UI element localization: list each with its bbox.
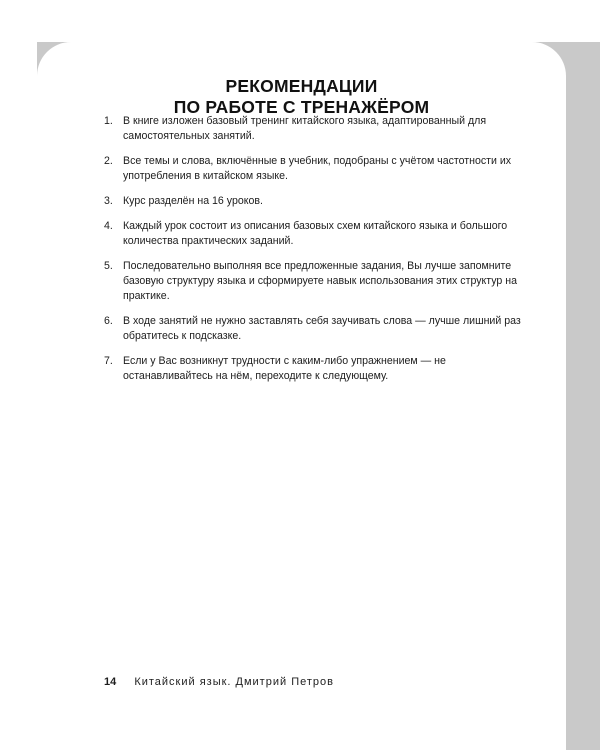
list-item-number: 3. — [104, 195, 113, 207]
title-line-1: РЕКОМЕНДАЦИИ — [225, 75, 378, 96]
list-item-text: В ходе занятий не нужно заставлять себя заучивать слова — лучше лишний раз обратитесь к подсказке. — [123, 315, 521, 342]
list-item — [104, 154, 522, 184]
list-item-text: Если у Вас возникнут трудности с каким-либо упражнением — не останавливайтесь на нём, переходите к следующему. — [123, 355, 446, 382]
list-item-number: 7. — [104, 355, 113, 367]
list-item-text: Каждый урок состоит из описания базовых схем китайского языка и большого количества практических заданий. — [123, 220, 508, 247]
list-item-number: 6. — [104, 315, 113, 327]
list-item-text: Курс разделён на 16 уроков. — [123, 195, 263, 207]
list-item-text: Последовательно выполняя все предложенные задания, Вы лучше запомните базовую структуру языка и сформируете навык использования этих структур на практике. — [123, 260, 518, 302]
page-number: 14 — [104, 676, 117, 688]
list-item-text: В книге изложен базовый тренинг китайского языка, адаптированный для самостоятельных занятий. — [123, 115, 487, 142]
book-title: Китайский язык. Дмитрий Петров — [134, 676, 334, 688]
page-title — [37, 76, 566, 118]
page-footer — [104, 675, 334, 689]
list-item — [104, 194, 522, 209]
list-item-number: 5. — [104, 260, 113, 272]
list-item — [104, 259, 522, 304]
list-item-number: 4. — [104, 220, 113, 232]
list-item — [104, 354, 522, 384]
list-item — [104, 219, 522, 249]
list-item-number: 1. — [104, 115, 113, 127]
recommendations-list — [104, 114, 522, 394]
title-line-2: ПО РАБОТЕ С ТРЕНАЖЁРОМ — [173, 96, 430, 117]
list-item — [104, 314, 522, 344]
list-item-number: 2. — [104, 155, 113, 167]
list-item — [104, 114, 522, 144]
list-item-text: Все темы и слова, включённые в учебник, подобраны с учётом частотности их употребления в китайском языке. — [123, 155, 512, 182]
